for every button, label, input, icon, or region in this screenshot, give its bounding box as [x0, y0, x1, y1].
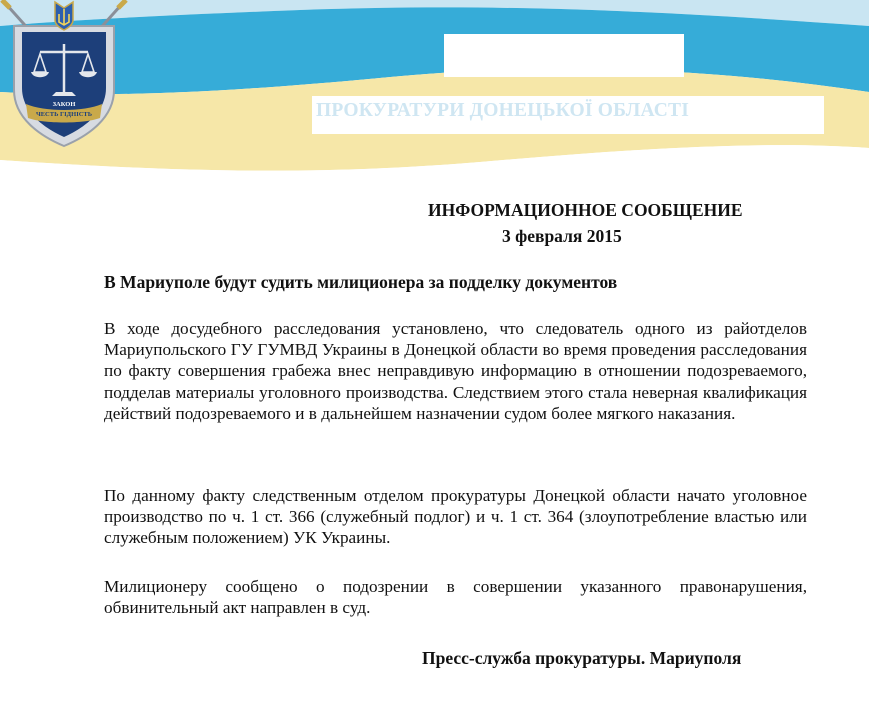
letterhead-wave-background [0, 0, 869, 185]
office-title-box [312, 96, 824, 134]
emblem-motto-2: ЧЕСТЬ ГІДНІСТЬ [35, 111, 93, 118]
body-paragraph: Милиционеру сообщено о подозрении в совершении указанного правонарушения, обвинительный акт направлен в суд. [104, 577, 807, 618]
document-date: 3 февраля 2015 [502, 226, 622, 246]
news-headline: В Мариуполе будут судить милиционера за подделку документов [104, 272, 618, 292]
office-title: ПРОКУРАТУРИ ДОНЕЦЬКОЇ ОБЛАСТІ [316, 100, 690, 121]
press-service-signature: Пресс-служба прокуратуры. Мариуполя [422, 648, 742, 668]
letterhead [0, 0, 869, 185]
emblem-motto-1: ЗАКОН [52, 101, 76, 108]
body-paragraph: В ходе досудебного расследования установлено, что следователь одного из райотделов Мариупольского ГУ ГУМВД Украины в Донецкой области во время проведения расследования по факту совершения грабежа внес неправдивую информацию в отношении подозреваемого, подделав материалы уголовного производства. Следствием этого стала неверная квалификация действий подозреваемого и в дальнейшем назначении судом более мягкого наказания. [104, 319, 807, 423]
prosecutor-emblem-icon [0, 0, 128, 150]
document-type: ИНФОРМАЦИОННОЕ СООБЩЕНИЕ [428, 200, 743, 220]
body-paragraph: По данному факту следственным отделом прокуратуры Донецкой области начато уголовное производство по ч. 1 ст. 366 (служебный подлог) и ч. 1 ст. 364 (злоупотребление властью или служебным положением) УК Украины. [104, 486, 807, 548]
header-blank-box [444, 34, 684, 77]
